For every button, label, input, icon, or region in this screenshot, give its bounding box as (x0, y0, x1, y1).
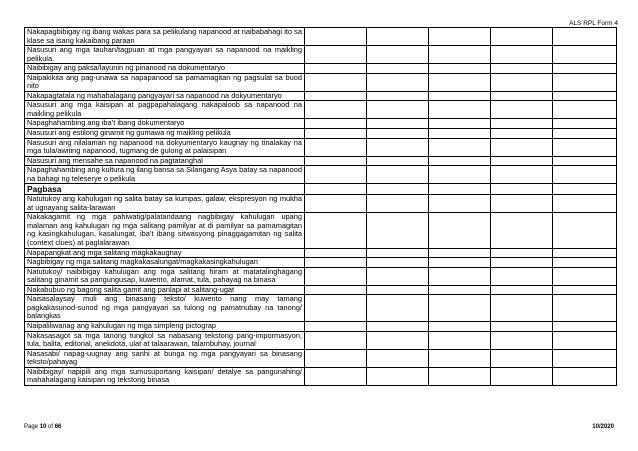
rating-cell[interactable] (429, 295, 491, 322)
rating-cell[interactable] (553, 321, 617, 331)
rating-cell[interactable] (553, 331, 617, 349)
rating-cell[interactable] (491, 184, 553, 195)
table-row (25, 367, 617, 385)
competency-text: Nakapagbibigay ng ibang wakas para sa pelikulang napanood at naibabahagi ito sa klase sa isang kakaibang paraan (25, 28, 305, 46)
rating-cell[interactable] (367, 367, 429, 385)
section-heading: Pagbasa (25, 184, 305, 195)
rating-cell[interactable] (491, 101, 553, 119)
rating-cell[interactable] (429, 321, 491, 331)
rating-cell[interactable] (429, 46, 491, 64)
competency-text: Naipakikita ang pag-unawa sa napapanood sa pamamagitan ng pagsulat sa buod nito (25, 73, 305, 91)
competency-text: Napaghahambing ang iba’t ibang dokumentaryo (25, 119, 305, 129)
rating-cell[interactable] (429, 331, 491, 349)
rating-cell[interactable] (491, 156, 553, 166)
rating-cell[interactable] (305, 195, 367, 213)
rating-cell[interactable] (367, 248, 429, 258)
rating-cell[interactable] (553, 138, 617, 156)
rating-cell[interactable] (491, 166, 553, 184)
rating-cell[interactable] (305, 213, 367, 248)
rating-cell[interactable] (367, 349, 429, 367)
rating-cell[interactable] (367, 184, 429, 195)
rating-cell[interactable] (429, 195, 491, 213)
rating-cell[interactable] (491, 321, 553, 331)
competency-text: Nakasasagot sa mga tanong tungkol sa nabasang tekstong pang-impormasyon, tula, balita, editorial, anekdota, ulat at talaarawan, talambuhay, journal (25, 331, 305, 349)
table-row (25, 138, 617, 156)
rating-cell[interactable] (367, 285, 429, 295)
competency-text: Nasusuri ang mga kaisipan at pagpapahalagang nakapaloob sa napanood na maikling pelikula (25, 101, 305, 119)
rating-cell[interactable] (491, 349, 553, 367)
rating-cell[interactable] (491, 119, 553, 129)
rating-cell[interactable] (429, 349, 491, 367)
rating-cell[interactable] (305, 28, 367, 46)
rating-cell[interactable] (491, 195, 553, 213)
table-row (25, 331, 617, 349)
rating-cell[interactable] (429, 184, 491, 195)
page-prefix: Page (24, 424, 40, 430)
table-row (25, 129, 617, 139)
rating-cell[interactable] (553, 367, 617, 385)
rating-cell[interactable] (491, 367, 553, 385)
rating-cell[interactable] (491, 138, 553, 156)
competency-text: Nasasabi/ napag-uugnay ang sanhi at bunga ng mga pangyayari sa binasang teksto/pahayag (25, 349, 305, 367)
rating-cell[interactable] (429, 101, 491, 119)
rating-cell[interactable] (429, 119, 491, 129)
table-row (25, 101, 617, 119)
rating-cell[interactable] (491, 331, 553, 349)
rating-cell[interactable] (367, 156, 429, 166)
rating-cell[interactable] (429, 129, 491, 139)
rating-cell[interactable] (553, 91, 617, 101)
competency-text: Nasusuri ang mga tauhan/tagpuan at mga pangyayari sa napanood na maikling pelikula. (25, 46, 305, 64)
rating-cell[interactable] (367, 119, 429, 129)
rating-cell[interactable] (429, 73, 491, 91)
rating-cell[interactable] (305, 156, 367, 166)
rating-cell[interactable] (305, 258, 367, 268)
rating-cell[interactable] (491, 28, 553, 46)
rating-cell[interactable] (429, 367, 491, 385)
form-label: ALS RPL Form 4 (569, 20, 618, 27)
rating-cell[interactable] (491, 73, 553, 91)
rating-cell[interactable] (491, 248, 553, 258)
rating-cell[interactable] (305, 46, 367, 64)
rating-cell[interactable] (429, 28, 491, 46)
competency-text: Nakabubuo ng bagong salita gamit ang panlapi at salitang-ugat (25, 285, 305, 295)
competency-text: Naipaliliwanag ang kahulugan ng mga simpleng pictograp (25, 321, 305, 331)
rating-cell[interactable] (429, 166, 491, 184)
rating-cell[interactable] (367, 64, 429, 74)
rating-cell[interactable] (429, 258, 491, 268)
rating-cell[interactable] (429, 213, 491, 248)
rating-cell[interactable] (491, 129, 553, 139)
rating-cell[interactable] (305, 101, 367, 119)
rating-cell[interactable] (305, 295, 367, 322)
table-row (25, 73, 617, 91)
rating-cell[interactable] (491, 285, 553, 295)
competency-text: Napapangkat ang mga salitang magkakaugnay (25, 248, 305, 258)
rating-cell[interactable] (553, 101, 617, 119)
rating-cell[interactable] (491, 267, 553, 285)
rating-cell[interactable] (553, 285, 617, 295)
form-date: 10/2020 (592, 424, 614, 430)
rating-cell[interactable] (367, 258, 429, 268)
rating-cell[interactable] (553, 156, 617, 166)
table-row (25, 349, 617, 367)
rating-cell[interactable] (305, 129, 367, 139)
rating-cell[interactable] (553, 258, 617, 268)
rating-cell[interactable] (491, 295, 553, 322)
rating-cell[interactable] (429, 285, 491, 295)
rating-cell[interactable] (367, 213, 429, 248)
rating-cell[interactable] (553, 195, 617, 213)
rating-cell[interactable] (491, 213, 553, 248)
page-number: 10 (39, 424, 47, 430)
competency-table (24, 27, 617, 386)
rating-cell[interactable] (305, 166, 367, 184)
rating-cell[interactable] (491, 258, 553, 268)
table-row (25, 258, 617, 268)
rating-cell[interactable] (429, 91, 491, 101)
page-indicator (24, 424, 61, 430)
competency-text: Nasusuri ang mensahe sa napanood na pagtatanghal (25, 156, 305, 166)
rating-cell[interactable] (305, 349, 367, 367)
rating-cell[interactable] (367, 267, 429, 285)
table-row (25, 166, 617, 184)
rating-cell[interactable] (367, 138, 429, 156)
rating-cell[interactable] (367, 321, 429, 331)
table-row (25, 213, 617, 248)
rating-cell[interactable] (367, 73, 429, 91)
rating-cell[interactable] (553, 213, 617, 248)
table-row (25, 28, 617, 46)
rating-cell[interactable] (553, 28, 617, 46)
rating-cell[interactable] (553, 184, 617, 195)
page-of: of (46, 424, 55, 430)
competency-text: Natutukoy ang kahulugan ng salita batay sa kumpas, galaw, ekspresyon ng mukha at ugnayang salita-larawan (25, 195, 305, 213)
rating-cell[interactable] (367, 295, 429, 322)
page-total: 66 (54, 424, 62, 430)
competency-text: Nakapagtatala ng mahahalagang pangyayari sa napanood na dokyumentaryo (25, 91, 305, 101)
rating-cell[interactable] (429, 248, 491, 258)
rating-cell[interactable] (367, 195, 429, 213)
rating-cell[interactable] (305, 367, 367, 385)
competency-text: Nakakagamit ng mga pahiwatig/palatandaang nagbibigay kahulugan upang malaman ang kahulugan ng mga salitang pamilyar at di pamilyar sa pamamagitan ng kasingkahulugan, kasalungat, iba’t ibang sitwasyong pinaggagamitan ng salita (context clues) at paglalarawan (25, 213, 305, 248)
competency-text: Naibibigay/ napipili ang mga sumusuportang kaisipan/ detalye sa pangunahing/ mahahalagang kaisipan ng tekstong binasa (25, 367, 305, 385)
rating-cell[interactable] (491, 91, 553, 101)
competency-text: Nasusuri ang nilalaman ng napanood na dokyumentaryo kaugnay ng tinalakay na mga tula/awiting napanood, tugmang de gulong at palaisipan (25, 138, 305, 156)
rating-cell[interactable] (553, 73, 617, 91)
competency-text: Naisasalaysay muli ang binasang teksto/ kuwento nang may tamang pagkakasunod-sunod ng mga pangyayari sa tulong ng pamatnubay na tanong/ balangkas (25, 295, 305, 322)
rating-cell[interactable] (553, 64, 617, 74)
rating-cell[interactable] (305, 138, 367, 156)
rating-cell[interactable] (429, 156, 491, 166)
rating-cell[interactable] (367, 91, 429, 101)
competency-text: Nasusuri ang estilong ginamit ng gumawa ng maikling pelikula (25, 129, 305, 139)
rating-cell[interactable] (305, 119, 367, 129)
competency-text: Napaghahambing ang kultura ng ilang bansa sa Silangang Asya batay sa napanood na bahagi ng teleserye o pelikula (25, 166, 305, 184)
rating-cell[interactable] (367, 28, 429, 46)
competency-table-body (25, 28, 617, 386)
rating-cell[interactable] (553, 119, 617, 129)
table-row (25, 46, 617, 64)
rating-cell[interactable] (553, 295, 617, 322)
competency-text: Nagbibigay ng mga salitang magkakasalungat/magkakasingkahulugan (25, 258, 305, 268)
table-row (25, 64, 617, 74)
table-row (25, 195, 617, 213)
rating-cell[interactable] (553, 129, 617, 139)
table-row (25, 321, 617, 331)
rating-cell[interactable] (429, 64, 491, 74)
rating-cell[interactable] (305, 73, 367, 91)
rating-cell[interactable] (367, 166, 429, 184)
rating-cell[interactable] (305, 321, 367, 331)
rating-cell[interactable] (553, 349, 617, 367)
rating-cell[interactable] (429, 138, 491, 156)
rating-cell[interactable] (305, 184, 367, 195)
competency-text: Natutukoy/ naibibigay kahulugan ang mga salitang hiram at matatalinghagang salitang ginamit sa pangungusap, kuwento, alamat, tula, pahayag na binasa (25, 267, 305, 285)
rating-cell[interactable] (305, 267, 367, 285)
table-row (25, 295, 617, 322)
rating-cell[interactable] (553, 248, 617, 258)
rating-cell[interactable] (305, 248, 367, 258)
rating-cell[interactable] (367, 101, 429, 119)
rating-cell[interactable] (491, 46, 553, 64)
rating-cell[interactable] (305, 331, 367, 349)
rating-cell[interactable] (305, 64, 367, 74)
rating-cell[interactable] (491, 64, 553, 74)
rating-cell[interactable] (367, 46, 429, 64)
rating-cell[interactable] (367, 331, 429, 349)
competency-text: Naibibigay ang paksa/layunin ng pinanood na dokumentaryo (25, 64, 305, 74)
rating-cell[interactable] (553, 267, 617, 285)
rating-cell[interactable] (553, 46, 617, 64)
rating-cell[interactable] (305, 285, 367, 295)
table-row (25, 267, 617, 285)
section-row (25, 184, 617, 195)
rating-cell[interactable] (553, 166, 617, 184)
rating-cell[interactable] (305, 91, 367, 101)
rating-cell[interactable] (367, 129, 429, 139)
rating-cell[interactable] (429, 267, 491, 285)
